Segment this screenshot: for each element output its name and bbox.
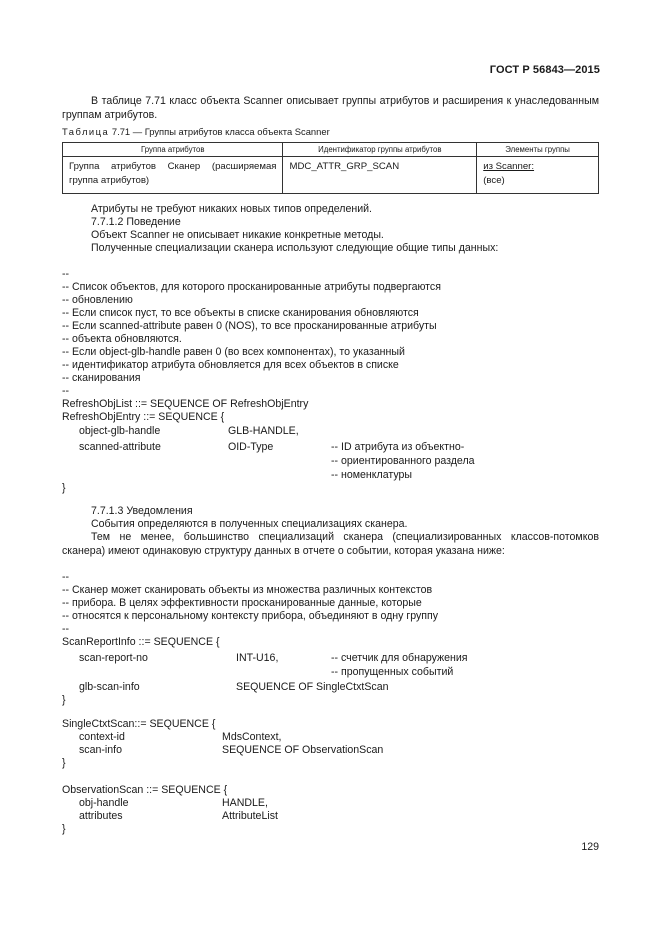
code-line: -- (62, 385, 70, 397)
code-line: -- Если scanned-attribute равен 0 (NOS), то все просканированные атрибуты (62, 320, 437, 332)
text-line: Объект Scanner не описывает никакие конкретные методы. (91, 229, 384, 241)
code-line: -- обновлению (62, 294, 133, 306)
field-name: obj-handle (79, 797, 129, 809)
table-cell-id (283, 157, 477, 194)
group-name-line2: группа атрибутов) (69, 175, 150, 186)
table-header-row (63, 143, 599, 157)
code-line: SingleCtxtScan::= SEQUENCE { (62, 718, 216, 730)
field-type: INT-U16, (236, 652, 279, 664)
document-id: ГОСТ Р 56843—2015 (489, 64, 600, 76)
code-line: -- Сканер может сканировать объекты из множества различных контекстов (62, 584, 433, 596)
field-name: scanned-attribute (79, 441, 161, 453)
field-name: attributes (79, 810, 123, 822)
table-header-cell: Идентификатор группы атрибутов (283, 143, 477, 157)
close-brace: } (62, 757, 66, 769)
code-line: ScanReportInfo ::= SEQUENCE { (62, 636, 220, 648)
field-comment: -- счетчик для обнаружения (331, 652, 468, 664)
table-cell-group (63, 157, 283, 194)
group-name-line1: Группа атрибутов Сканер (расширяемая (69, 161, 277, 172)
table-caption-label: Таблица (62, 126, 110, 137)
field-type: GLB-HANDLE, (228, 425, 299, 437)
code-line: -- идентификатор атрибута обновляется для всех объектов в списке (62, 359, 399, 371)
field-type: HANDLE, (222, 797, 268, 809)
field-name: scan-report-no (79, 652, 148, 664)
code-line: -- объекта обновляются. (62, 333, 182, 345)
field-type: OID-Type (228, 441, 274, 453)
text-line: События определяются в полученных специализациях сканера. (91, 518, 408, 530)
group-id: MDC_ATTR_GRP_SCAN (289, 161, 400, 172)
section-heading: 7.7.1.3 Уведомления (91, 505, 193, 517)
field-comment: -- ID атрибута из объектно- (331, 441, 465, 453)
table-header-cell: Группа атрибутов (63, 143, 283, 157)
code-line: -- прибора. В целях эффективности просканированные данные, которые (62, 597, 422, 609)
text-line: Полученные специализации сканера используют следующие общие типы данных: (91, 242, 499, 254)
close-brace: } (62, 694, 66, 706)
close-brace: } (62, 482, 66, 494)
paragraph: Тем не менее, большинство специализаций сканера (специализированных классов-потомков сканера) имеют одинаковую структуру данных в отчете о событии, которая указана ниже: (62, 531, 599, 557)
code-line: -- Список объектов, для которого просканированные атрибуты подвергаются (62, 281, 441, 293)
table-header-cell: Элементы группы (477, 143, 599, 157)
field-type: MdsContext, (222, 731, 282, 743)
field-name: glb-scan-info (79, 681, 140, 693)
field-type: AttributeList (222, 810, 278, 822)
field-comment: -- ориентированного раздела (331, 455, 475, 467)
section-heading: 7.7.1.2 Поведение (91, 216, 181, 228)
text-line: Атрибуты не требуют никаких новых типов определений. (91, 203, 372, 215)
table-caption-text: 7.71 — Группы атрибутов класса объекта Scanner (111, 126, 330, 137)
code-line: -- относятся к персональному контексту прибора, объединяют в одну группу (62, 610, 439, 622)
code-line: RefreshObjList ::= SEQUENCE OF RefreshObjEntry (62, 398, 309, 410)
field-name: object-glb-handle (79, 425, 161, 437)
code-line: ObservationScan ::= SEQUENCE { (62, 784, 228, 796)
field-comment: -- номенклатуры (331, 469, 413, 481)
code-line: -- (62, 268, 70, 280)
close-brace: } (62, 823, 66, 835)
field-comment: -- пропущенных событий (331, 666, 454, 678)
field-type: SEQUENCE OF ObservationScan (222, 744, 384, 756)
elements-line1: из Scanner: (483, 161, 535, 172)
table-caption (62, 126, 330, 137)
field-type: SEQUENCE OF SingleCtxtScan (236, 681, 389, 693)
attribute-groups-table (62, 142, 599, 194)
field-name: context-id (79, 731, 125, 743)
page-number: 129 (581, 841, 599, 853)
code-line: RefreshObjEntry ::= SEQUENCE { (62, 411, 225, 423)
code-line: -- Если object-glb-handle равен 0 (во всех компонентах), то указанный (62, 346, 405, 358)
code-line: -- Если список пуст, то все объекты в списке сканирования обновляются (62, 307, 419, 319)
code-line: -- (62, 571, 70, 583)
table-cell-elements (477, 157, 599, 194)
intro-paragraph: В таблице 7.71 класс объекта Scanner описывает группы атрибутов и расширения к унаследованным группам атрибутов. (62, 95, 599, 121)
code-line: -- сканирования (62, 372, 141, 384)
field-name: scan-info (79, 744, 122, 756)
table-row (63, 157, 599, 194)
elements-line2: (все) (483, 175, 505, 186)
code-line: -- (62, 623, 70, 635)
